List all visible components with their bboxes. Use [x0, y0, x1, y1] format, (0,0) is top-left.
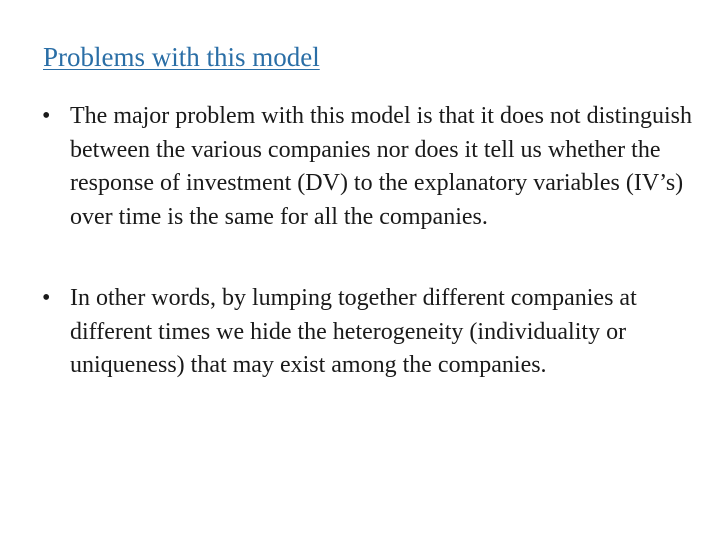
bullet-item	[42, 282, 692, 383]
bullet-marker: •	[42, 103, 51, 129]
bullet-text: The major problem with this model is that it does not distinguish between the various companies nor does it tell us whether the response of investment (DV) to the explanatory variables (IV’s) over time is the same for all the companies.	[70, 103, 692, 230]
bullet-marker: •	[42, 285, 51, 311]
bullet-text: In other words, by lumping together different companies at different times we hide the heterogeneity (individuality or uniqueness) that may exist among the companies.	[70, 285, 637, 378]
bullet-item	[42, 100, 692, 234]
bullet-list	[42, 100, 692, 383]
slide-title[interactable]: Problems with this model	[43, 42, 320, 72]
